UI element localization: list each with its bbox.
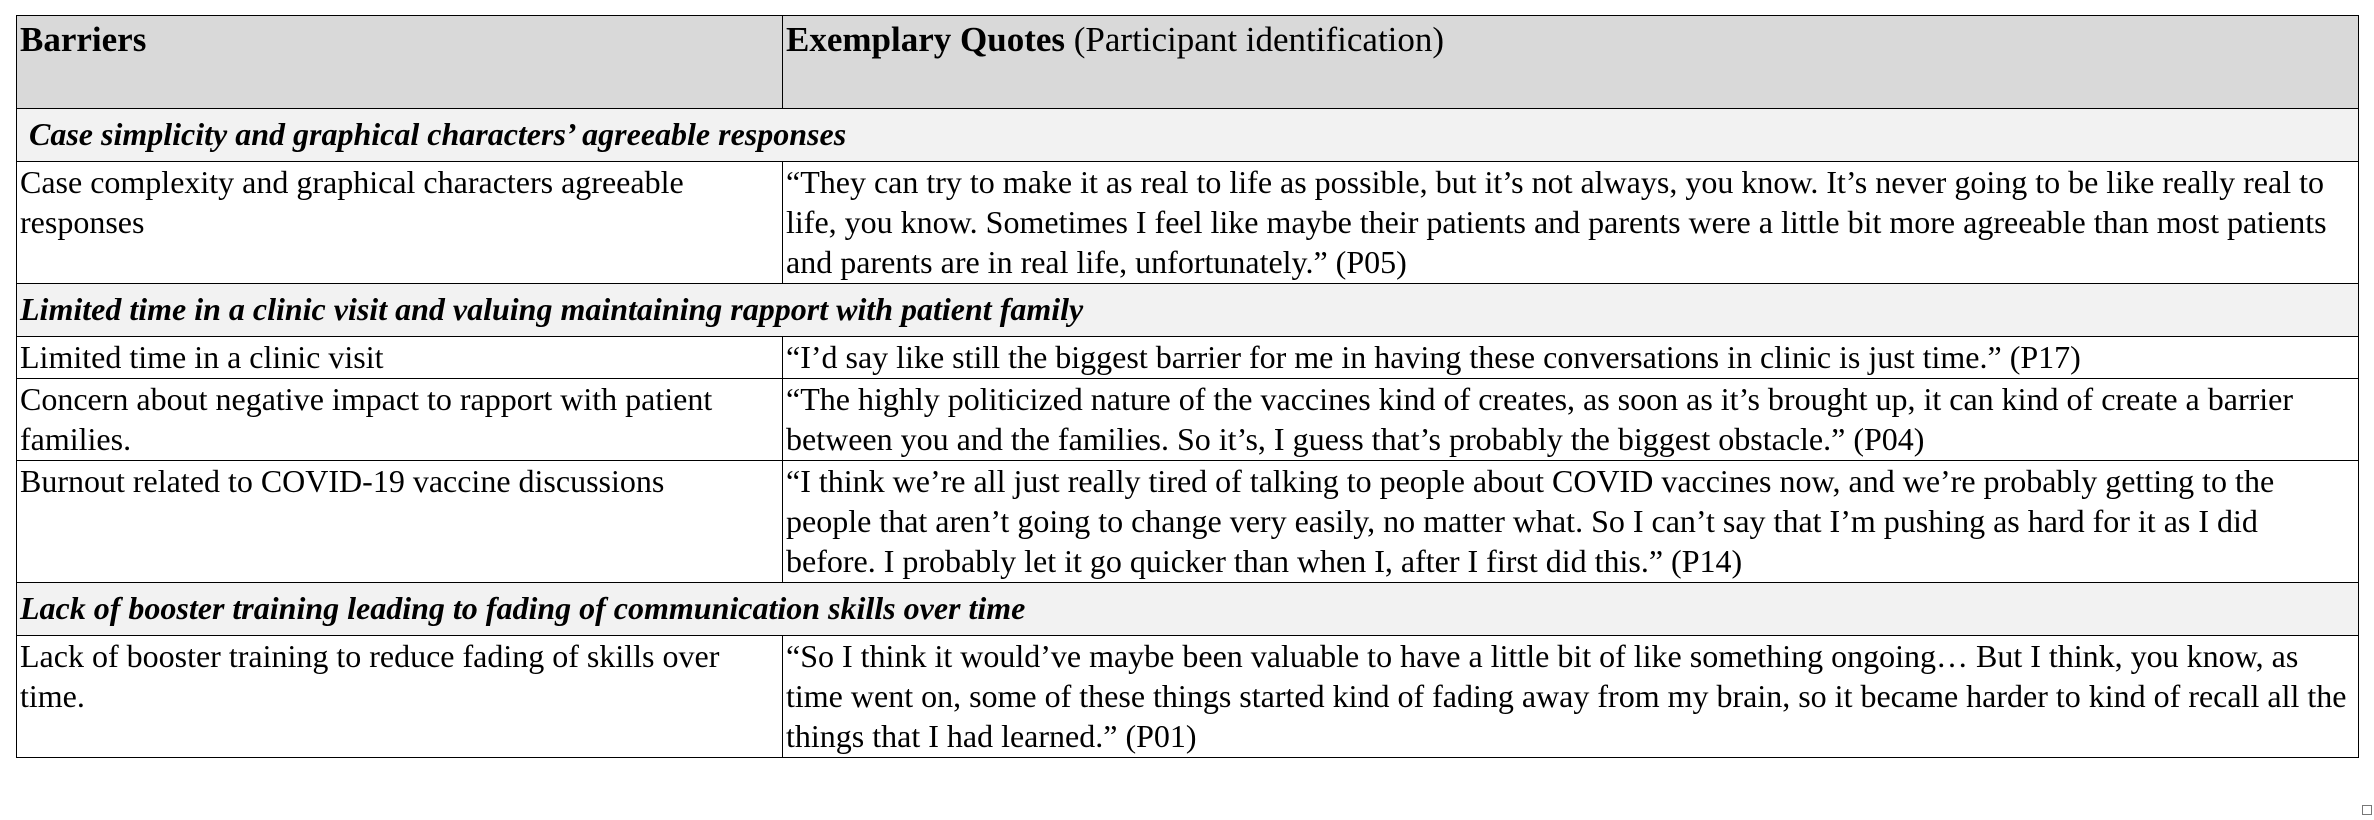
quote-cell: “So I think it would’ve maybe been valuable to have a little bit of like something ongoing… But I think, you know, as time went on, some of these things started kind of fading away from my brain, so it became harder to kind of recall all the things that I had learned.” (P01) — [783, 636, 2359, 758]
quote-cell: “I’d say like still the biggest barrier for me in having these conversations in clinic is just time.” (P17) — [783, 337, 2359, 379]
header-quotes-bold: Exemplary Quotes — [786, 20, 1066, 59]
table-header-row — [17, 16, 2359, 109]
quote-cell: “I think we’re all just really tired of talking to people about COVID vaccines now, and we’re probably getting to the people that aren’t going to change very easily, no matter what. So I can’t say that I’m pushing as hard for it as I did before. I probably let it go quicker than when I, after I first did this.” (P14) — [783, 461, 2359, 583]
section-title: Limited time in a clinic visit and valuing maintaining rapport with patient family — [17, 284, 2359, 337]
table-row — [17, 162, 2359, 284]
section-row — [17, 284, 2359, 337]
quote-cell: “The highly politicized nature of the vaccines kind of creates, as soon as it’s brought up, it can kind of create a barrier between you and the families. So it’s, I guess that’s probably the biggest obstacle.” (P04) — [783, 379, 2359, 461]
table-row — [17, 379, 2359, 461]
table-row — [17, 636, 2359, 758]
section-title: Case simplicity and graphical characters’ agreeable responses — [17, 109, 2359, 162]
section-row — [17, 109, 2359, 162]
table-row — [17, 337, 2359, 379]
barrier-cell: Concern about negative impact to rapport with patient families. — [17, 379, 783, 461]
section-title: Lack of booster training leading to fading of communication skills over time — [17, 583, 2359, 636]
header-quotes — [783, 16, 2359, 109]
header-barriers — [17, 16, 783, 109]
resize-handle[interactable] — [2362, 805, 2372, 815]
barrier-cell: Lack of booster training to reduce fading of skills over time. — [17, 636, 783, 758]
barrier-cell: Burnout related to COVID-19 vaccine discussions — [17, 461, 783, 583]
section-row — [17, 583, 2359, 636]
barrier-cell: Case complexity and graphical characters agreeable responses — [17, 162, 783, 284]
table-row — [17, 461, 2359, 583]
quote-cell: “They can try to make it as real to life as possible, but it’s not always, you know. It’s never going to be like really real to life, you know. Sometimes I feel like maybe their patients and parents were a little bit more agreeable than most patients and parents are in real life, unfortunately.” (P05) — [783, 162, 2359, 284]
header-barriers-label: Barriers — [20, 20, 147, 59]
barriers-quotes-table — [16, 15, 2359, 758]
barrier-cell: Limited time in a clinic visit — [17, 337, 783, 379]
header-quotes-rest: (Participant identification) — [1065, 20, 1445, 59]
